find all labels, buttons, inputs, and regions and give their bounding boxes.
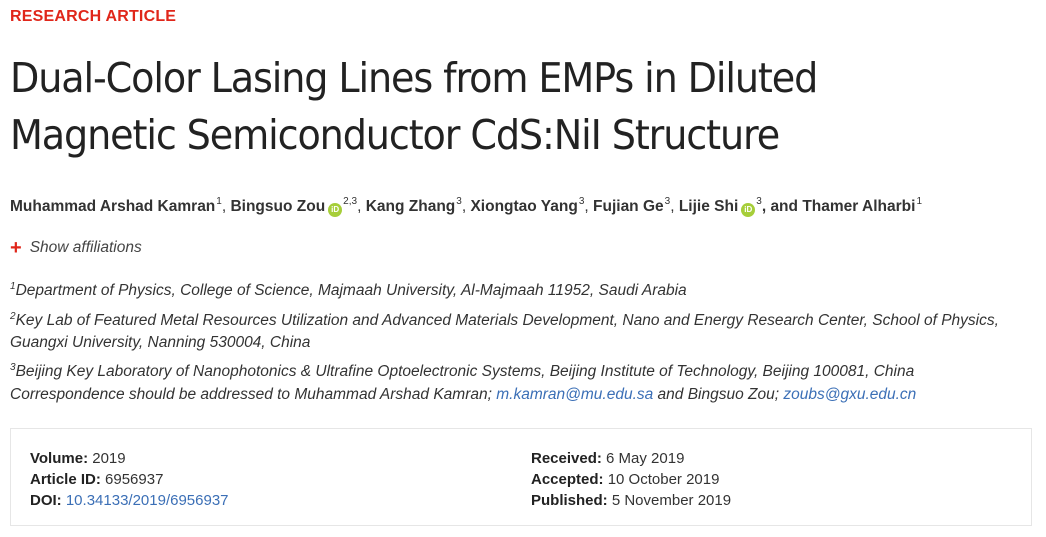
meta-received (531, 448, 731, 469)
volume-value: 2019 (92, 450, 126, 467)
meta-left-column (30, 448, 229, 511)
published-label: Published: (531, 492, 608, 509)
meta-doi (30, 490, 229, 511)
meta-accepted (531, 469, 731, 490)
affiliation-text: Key Lab of Featured Metal Resources Utilization and Advanced Materials Development, Nano and Energy Research Center, School of Physics, Guangxi University, Nanning 530004, China (10, 312, 999, 351)
author-affiliation-sup: 1 (916, 196, 922, 207)
article-meta-box (10, 428, 1032, 526)
author-name[interactable]: Kang Zhang (365, 198, 456, 215)
meta-article-id (30, 469, 229, 490)
author-affiliation-sup: 3 (456, 196, 462, 207)
article-id-value: 6956937 (105, 471, 164, 488)
author-name[interactable]: Thamer Alharbi (802, 198, 916, 215)
author-name[interactable]: Bingsuo Zou (230, 198, 326, 215)
title-line-1: Dual-Color Lasing Lines from EMPs in Diluted (10, 54, 818, 102)
published-value: 5 November 2019 (611, 492, 732, 509)
author-separator: , (357, 198, 366, 215)
plus-icon: + (10, 237, 22, 259)
correspondence-prefix: Correspondence should be addressed to Muhammad Arshad Kamran; (10, 386, 497, 403)
orcid-icon[interactable]: iD (328, 203, 342, 217)
accepted-label: Accepted: (531, 471, 604, 488)
affiliation-3 (10, 357, 1030, 383)
correspondence-middle: and Bingsuo Zou; (653, 386, 784, 403)
received-label: Received: (531, 450, 602, 467)
affiliation-1 (10, 276, 1030, 302)
volume-label: Volume: (30, 450, 89, 467)
correspondence (10, 386, 916, 404)
doi-link[interactable]: 10.34133/2019/6956937 (65, 492, 229, 509)
email-link-kamran[interactable]: m.kamran@mu.edu.sa (496, 386, 654, 403)
author-separator: , and (761, 198, 803, 215)
author-separator: , (461, 198, 471, 215)
author-affiliation-sup: 2,3 (343, 196, 358, 207)
affiliation-number: 3 (10, 362, 16, 373)
meta-right-column (531, 448, 731, 511)
doi-label: DOI: (30, 492, 62, 509)
author-affiliation-sup: 3 (578, 196, 585, 207)
meta-volume (30, 448, 229, 469)
author-affiliation-sup: 1 (216, 196, 222, 207)
author-list (10, 196, 922, 217)
show-affiliations-toggle[interactable] (10, 239, 142, 257)
affiliation-number: 1 (10, 281, 16, 292)
affiliation-2 (10, 306, 1030, 354)
author-name[interactable]: Xiongtao Yang (470, 198, 578, 215)
received-value: 6 May 2019 (606, 450, 685, 467)
meta-published (531, 490, 731, 511)
author-name[interactable]: Muhammad Arshad Kamran (10, 198, 216, 215)
author-separator: , (670, 198, 679, 215)
show-affiliations-label: Show affiliations (29, 239, 142, 256)
author-affiliation-sup: 3 (664, 196, 671, 207)
author-separator: , (221, 198, 231, 215)
affiliation-text: Beijing Key Laboratory of Nanophotonics & Ultrafine Optoelectronic Systems, Beijing Institute of Technology, Beijing 100081, China (15, 363, 915, 380)
accepted-value: 10 October 2019 (607, 471, 720, 488)
author-name[interactable]: Lijie Shi (678, 198, 739, 215)
article-title (10, 50, 959, 164)
title-line-2: Magnetic Semiconductor CdS:NiI Structure (10, 111, 780, 159)
author-name[interactable]: Fujian Ge (593, 198, 664, 215)
author-separator: , (584, 198, 594, 215)
article-type-label: RESEARCH ARTICLE (10, 8, 177, 25)
affiliation-text: Department of Physics, College of Science, Majmaah University, Al-Majmaah 11952, Saudi Arabia (15, 282, 687, 299)
article-id-label: Article ID: (30, 471, 101, 488)
affiliation-number: 2 (10, 311, 16, 322)
email-link-zou[interactable]: zoubs@gxu.edu.cn (783, 386, 917, 403)
author-affiliation-sup: 3 (756, 196, 762, 207)
orcid-icon[interactable]: iD (741, 203, 755, 217)
